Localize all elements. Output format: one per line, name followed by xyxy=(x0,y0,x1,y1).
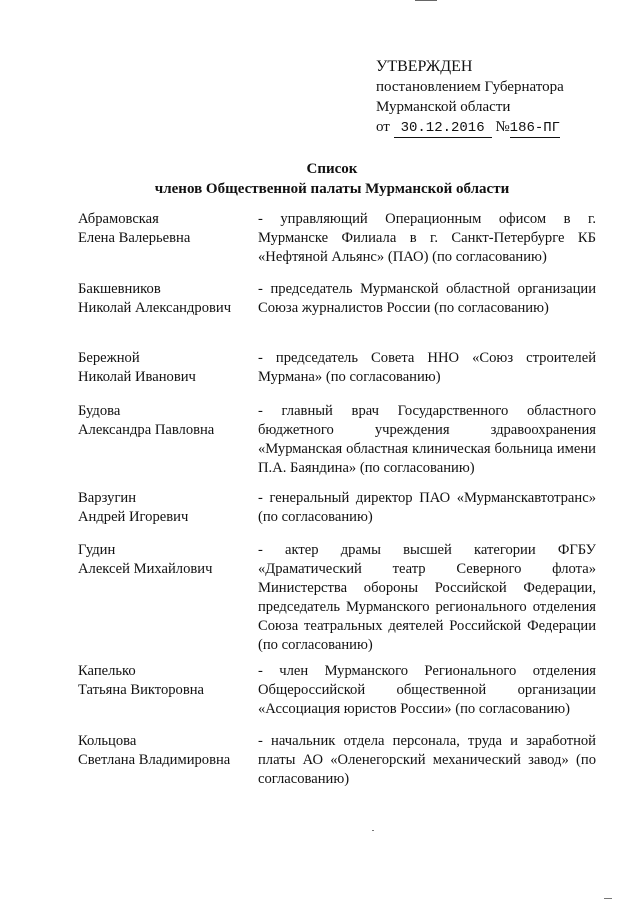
member-row xyxy=(78,662,596,719)
member-row xyxy=(78,280,596,318)
approval-heading: УТВЕРЖДЕН xyxy=(376,58,473,75)
member-surname: Бакшевников xyxy=(78,281,161,297)
member-given-names: Александра Павловна xyxy=(78,422,215,438)
approval-date-line xyxy=(376,117,626,138)
member-given-names: Алексей Михайлович xyxy=(78,561,213,577)
member-given-names: Светлана Владимировна xyxy=(78,752,231,768)
member-row xyxy=(78,210,596,267)
member-surname: Бережной xyxy=(78,350,140,366)
member-surname: Гудин xyxy=(78,542,116,558)
date-prefix: от xyxy=(376,119,390,135)
member-row xyxy=(78,489,596,527)
member-row xyxy=(78,541,596,655)
number-prefix: № xyxy=(495,119,510,135)
member-given-names: Николай Александрович xyxy=(78,300,232,316)
member-surname: Варзугин xyxy=(78,490,137,506)
member-given-names: Татьяна Викторовна xyxy=(78,682,205,698)
member-description: - главный врач Государственного областного бюджетного учреждения здравоохранения «Мурманская областная клиническая больница имени П.А. Баяндина» (по согласованию) xyxy=(258,403,596,476)
member-surname: Кольцова xyxy=(78,733,137,749)
member-surname: Абрамовская xyxy=(78,211,159,227)
member-name xyxy=(78,489,258,527)
document-title xyxy=(0,159,640,199)
member-name xyxy=(78,349,258,387)
title-line-2: членов Общественной палаты Мурманской области xyxy=(154,181,510,197)
member-name xyxy=(78,662,258,719)
approval-line-2: Мурманской области xyxy=(376,99,511,115)
member-row xyxy=(78,732,596,789)
member-surname: Будова xyxy=(78,403,121,419)
member-name xyxy=(78,280,258,318)
scan-speck xyxy=(604,898,612,899)
member-name xyxy=(78,732,258,789)
approval-date: 30.12.2016 xyxy=(394,120,492,138)
member-description: - актер драмы высшей категории ФГБУ «Драматический театр Северного флота» Министерства обороны Российской Федерации, председатель Мурманского регионального отделения Союза театральных деятелей Российской Федерации (по согласованию) xyxy=(258,542,596,653)
member-description: - председатель Мурманской областной организации Союза журналистов России (по согласованию) xyxy=(258,281,596,316)
scan-speck xyxy=(372,830,374,831)
member-description: - председатель Совета ННО «Союз строителей Мурмана» (по согласованию) xyxy=(258,350,596,385)
member-description: - начальник отдела персонала, труда и заработной платы АО «Оленегорский механический завод» (по согласованию) xyxy=(258,733,596,787)
member-name xyxy=(78,541,258,655)
member-surname: Капелько xyxy=(78,663,136,679)
member-name xyxy=(78,402,258,478)
member-row xyxy=(78,402,596,478)
member-given-names: Андрей Игоревич xyxy=(78,509,189,525)
member-given-names: Елена Валерьевна xyxy=(78,230,191,246)
approval-block xyxy=(376,57,626,138)
title-line-1: Список xyxy=(306,161,358,177)
member-name xyxy=(78,210,258,267)
member-description: - член Мурманского Регионального отделения Общероссийской общественной организации «Ассоциация юристов России» (по согласованию) xyxy=(258,663,596,717)
scan-mark xyxy=(415,0,437,1)
member-row xyxy=(78,349,596,387)
member-given-names: Николай Иванович xyxy=(78,369,196,385)
approval-number: 186-ПГ xyxy=(509,120,561,136)
member-description: - генеральный директор ПАО «Мурманскавтотранс» (по согласованию) xyxy=(258,490,596,525)
approval-line-1: постановлением Губернатора xyxy=(376,79,564,95)
member-description: - управляющий Операционным офисом в г. Мурманске Филиала в г. Санкт-Петербурге КБ «Нефтяной Альянс» (ПАО) (по согласованию) xyxy=(258,211,596,265)
